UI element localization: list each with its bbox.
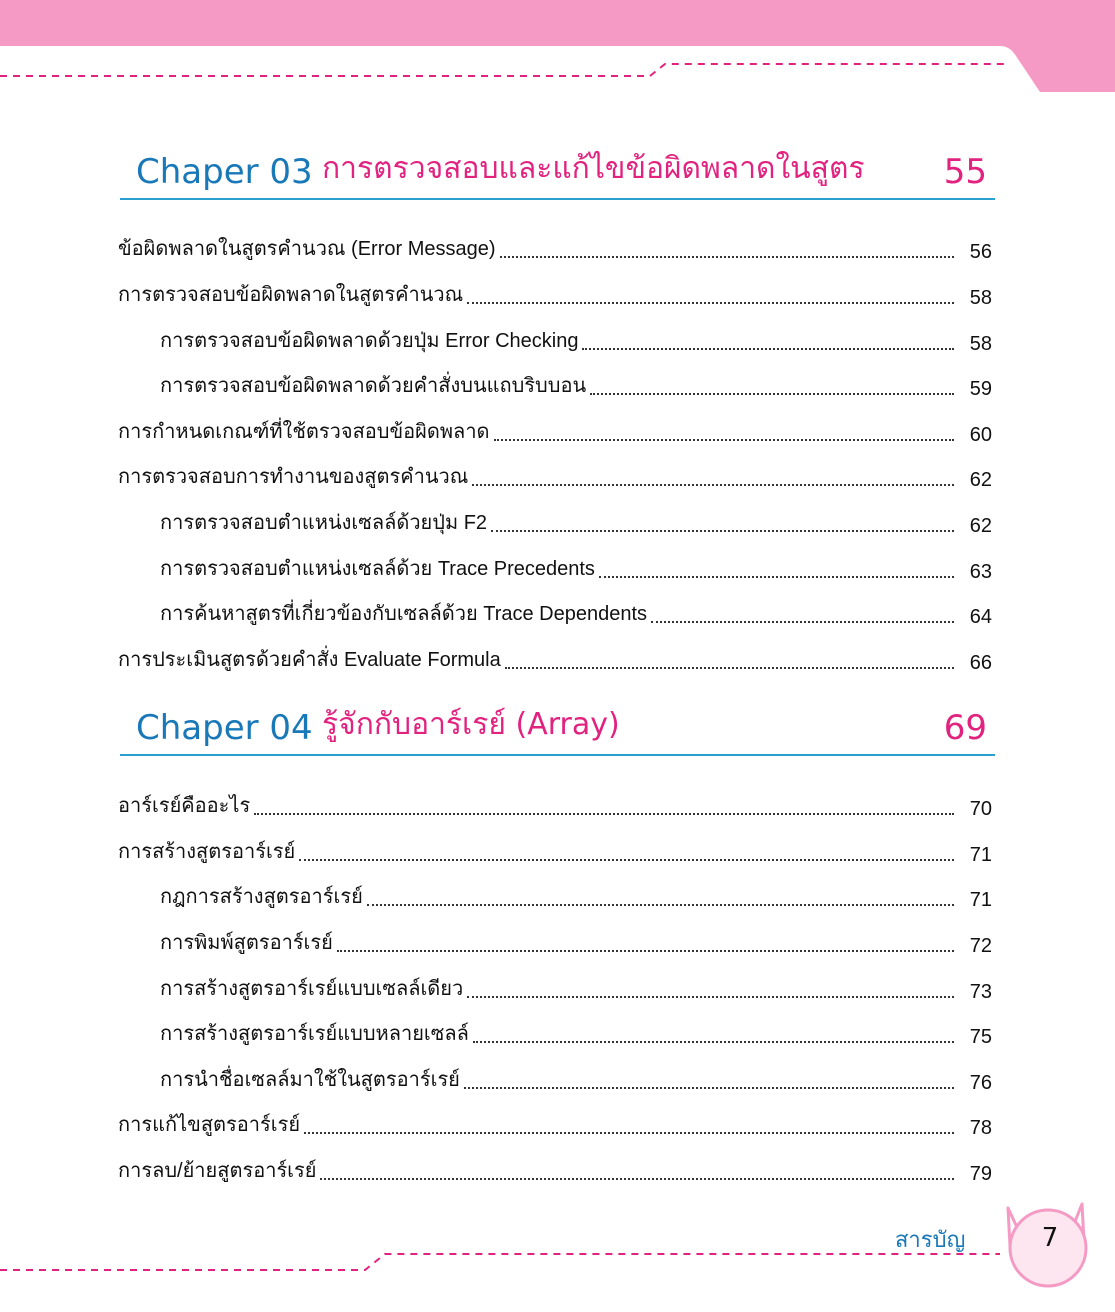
toc-subentry[interactable] xyxy=(160,504,992,538)
dot-leader xyxy=(599,576,954,578)
toc-entry-page: 58 xyxy=(969,287,992,309)
toc-entry-page: 76 xyxy=(969,1072,992,1094)
chapter-label: Chaper 03 xyxy=(136,152,313,192)
dot-leader xyxy=(467,302,954,304)
chapter-title: การตรวจสอบและแก้ไขข้อผิดพลาดในสูตร xyxy=(322,151,865,186)
toc-entry-label: การตรวจสอบข้อผิดพลาดด้วยคำสั่งบนแถบริบบอน xyxy=(160,375,587,397)
toc-entry-label: การสร้างสูตรอาร์เรย์แบบหลายเซลล์ xyxy=(160,1023,469,1045)
toc-entry[interactable] xyxy=(118,276,992,310)
chapter-page: 55 xyxy=(943,152,987,192)
toc-entry-page: 70 xyxy=(969,798,992,820)
toc-entry[interactable] xyxy=(118,413,992,447)
dot-leader xyxy=(500,256,954,258)
toc-subentry[interactable] xyxy=(160,367,992,401)
toc-entry-page: 73 xyxy=(969,981,992,1003)
toc-entry-page: 72 xyxy=(969,935,992,957)
toc-entry-page: 62 xyxy=(969,469,992,491)
toc-entry-page: 75 xyxy=(969,1026,992,1048)
toc-entry-page: 60 xyxy=(969,424,992,446)
dot-leader xyxy=(491,530,954,532)
toc-entry-label: การกำหนดเกณฑ์ที่ใช้ตรวจสอบข้อผิดพลาด xyxy=(118,421,490,443)
toc-subentry[interactable] xyxy=(160,1061,992,1095)
chapter-heading xyxy=(120,144,995,200)
toc-entry[interactable] xyxy=(118,458,992,492)
toc-subentry[interactable] xyxy=(160,322,992,356)
dot-leader xyxy=(651,621,954,623)
page-number: 7 xyxy=(1041,1223,1059,1253)
toc-entry-label: การสร้างสูตรอาร์เรย์แบบเซลล์เดียว xyxy=(160,978,464,1000)
dot-leader xyxy=(590,393,954,395)
toc-entry-page: 79 xyxy=(969,1163,992,1185)
toc-entry-label: การตรวจสอบตำแหน่งเซลล์ด้วย Trace Precedents xyxy=(160,558,595,580)
toc-entry-page: 66 xyxy=(969,652,992,674)
toc-entry-page: 63 xyxy=(969,561,992,583)
toc-entry[interactable] xyxy=(118,833,992,867)
header-decoration xyxy=(0,0,1115,100)
toc-entry-label: การตรวจสอบข้อผิดพลาดในสูตรคำนวณ xyxy=(118,284,464,306)
chapter-label: Chaper 04 xyxy=(136,708,313,748)
toc-subentry[interactable] xyxy=(160,550,992,584)
toc-entry-page: 71 xyxy=(969,844,992,866)
toc-entry-page: 64 xyxy=(969,606,992,628)
dot-leader xyxy=(467,996,954,998)
toc-entry-label: การลบ/ย้ายสูตรอาร์เรย์ xyxy=(118,1160,317,1182)
toc-entry[interactable] xyxy=(118,787,992,821)
dot-leader xyxy=(494,439,954,441)
toc-subentry[interactable] xyxy=(160,1015,992,1049)
dot-leader xyxy=(367,904,954,906)
toc-entry-label: การตรวจสอบตำแหน่งเซลล์ด้วยปุ่ม F2 xyxy=(160,512,488,534)
chapter-heading xyxy=(120,700,995,756)
toc-entry[interactable] xyxy=(118,1106,992,1140)
toc-subentry[interactable] xyxy=(160,878,992,912)
toc-entry-label: การนำชื่อเซลล์มาใช้ในสูตรอาร์เรย์ xyxy=(160,1069,460,1091)
toc-entry-label: การแก้ไขสูตรอาร์เรย์ xyxy=(118,1114,301,1136)
toc-entry[interactable] xyxy=(118,230,992,264)
toc-subentry[interactable] xyxy=(160,595,992,629)
section-label: สารบัญ xyxy=(895,1228,966,1253)
dot-leader xyxy=(304,1132,954,1134)
dot-leader xyxy=(464,1087,954,1089)
toc-entry-label: กฎการสร้างสูตรอาร์เรย์ xyxy=(160,886,363,908)
toc-entry-page: 56 xyxy=(969,241,992,263)
toc-entry-page: 58 xyxy=(969,333,992,355)
dot-leader xyxy=(473,1041,954,1043)
toc-entry[interactable] xyxy=(118,641,992,675)
toc-entry-label: การตรวจสอบข้อผิดพลาดด้วยปุ่ม Error Checking xyxy=(160,330,579,352)
toc-entry-page: 59 xyxy=(969,378,992,400)
dot-leader xyxy=(505,667,954,669)
toc-subentry[interactable] xyxy=(160,924,992,958)
toc-subentry[interactable] xyxy=(160,970,992,1004)
toc-entry-page: 78 xyxy=(969,1117,992,1139)
toc-entry-page: 62 xyxy=(969,515,992,537)
dot-leader xyxy=(472,484,954,486)
dot-leader xyxy=(337,950,954,952)
dot-leader xyxy=(299,859,954,861)
chapter-title: รู้จักกับอาร์เรย์ (Array) xyxy=(322,707,620,742)
toc-entry-label: การประเมินสูตรด้วยคำสั่ง Evaluate Formula xyxy=(118,649,501,671)
toc-entry-label: การพิมพ์สูตรอาร์เรย์ xyxy=(160,932,333,954)
dot-leader xyxy=(320,1178,954,1180)
dot-leader xyxy=(254,813,954,815)
toc-entry-label: อาร์เรย์คืออะไร xyxy=(118,795,251,817)
toc-entry-label: การตรวจสอบการทำงานของสูตรคำนวณ xyxy=(118,466,469,488)
dot-leader xyxy=(582,348,954,350)
toc-entry-label: การค้นหาสูตรที่เกี่ยวข้องกับเซลล์ด้วย Trace Dependents xyxy=(160,603,648,625)
toc-entry-page: 71 xyxy=(969,889,992,911)
toc-entry-label: ข้อผิดพลาดในสูตรคำนวณ (Error Message) xyxy=(118,238,496,260)
toc-entry-label: การสร้างสูตรอาร์เรย์ xyxy=(118,841,296,863)
chapter-page: 69 xyxy=(943,708,987,748)
toc-entry[interactable] xyxy=(118,1152,992,1186)
